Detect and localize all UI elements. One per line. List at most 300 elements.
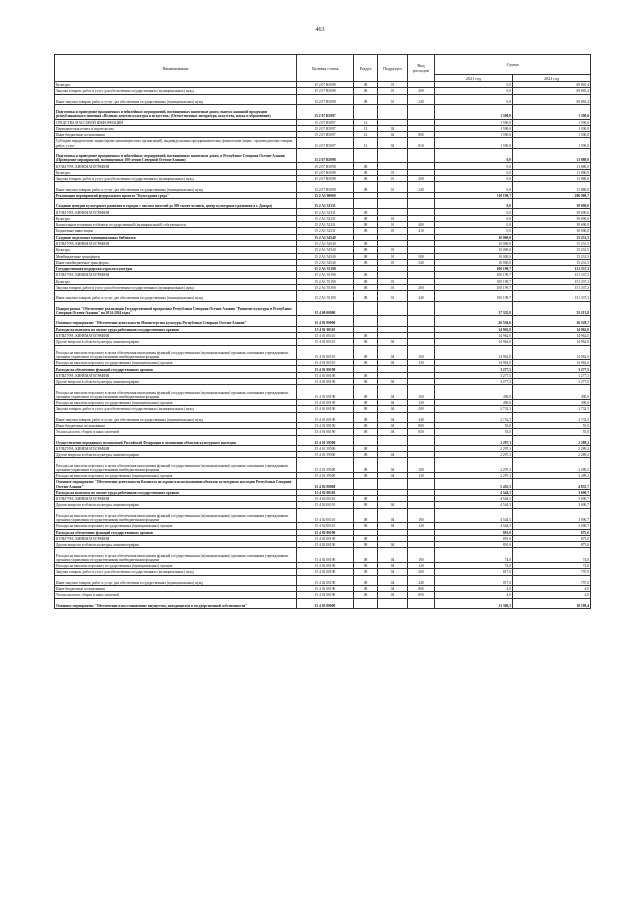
- cell-target-article: 15 2 07 R5097: [297, 104, 354, 119]
- cell-target-article: 15 4 02 00110: [297, 523, 354, 529]
- cell-target-article: 15 4 01 59500: [297, 445, 354, 451]
- cell-sum-2021: 100 199,7: [435, 291, 513, 301]
- cell-name: Иные закупки товаров, работ и услуг для обеспечения государственных (муниципальных) нужд: [55, 94, 297, 104]
- cell-sum-2021: 0,0: [435, 163, 513, 169]
- cell-name: Культура: [55, 82, 297, 88]
- cell-target-article: 15 2 A1 55190: [297, 266, 354, 272]
- cell-sum-2022: 151 337,2: [513, 278, 591, 284]
- cell-sum-2021: 0,0: [435, 148, 513, 163]
- cell-name: Расходы на выплаты персоналу государственных (муниципальных) органов: [55, 563, 297, 569]
- cell-subsection: 04: [378, 452, 408, 458]
- cell-target-article: 15 4 01 59500: [297, 473, 354, 479]
- header-subsection: Подраздел: [378, 55, 408, 82]
- cell-name: Иные закупки товаров, работ и услуг для обеспечения государственных (муниципальных) нужд: [55, 575, 297, 585]
- cell-name: Создание модельных муниципальных библиотек: [55, 234, 297, 240]
- cell-section: 08: [354, 399, 378, 405]
- cell-sum-2022: 3 690,7: [513, 489, 591, 495]
- header-year-2021: 2021 год: [435, 75, 513, 82]
- cell-section: 08: [354, 473, 378, 479]
- cell-target-article: 15 4 01 00110: [297, 345, 354, 360]
- cell-section: 08: [354, 247, 378, 253]
- cell-target-article: 15 4 02 00190: [297, 548, 354, 563]
- cell-sum-2022: 69 865,4: [513, 88, 591, 94]
- cell-name: Уплата налогов, сборов и иных платежей: [55, 592, 297, 598]
- cell-name: Закупка товаров, работ и услуг для обеспечения государственных (муниципальных) нужд: [55, 176, 297, 182]
- cell-sum-2022: 11 880,0: [513, 176, 591, 182]
- cell-sum-2022: 151 337,2: [513, 266, 591, 272]
- cell-section: 08: [354, 379, 378, 385]
- cell-sum-2021: 11 306,5: [435, 598, 513, 608]
- cell-sum-2022: 39 690,0: [513, 209, 591, 215]
- cell-name: Закупка товаров, работ и услуг для обеспечения государственных (муниципальных) нужд: [55, 88, 297, 94]
- cell-target-article: 15 4 01 00110: [297, 339, 354, 345]
- cell-sum-2021: 3 277,5: [435, 379, 513, 385]
- cell-section: [354, 301, 378, 316]
- table-row: [55, 176, 591, 182]
- cell-name: Основное мероприятие "Обеспечение деятельности Комитета по охране и использованию объектов культурного наследия Республики Северная Осетия-Алания": [55, 479, 297, 489]
- cell-target-article: 15 2 A1 54540: [297, 253, 354, 259]
- cell-sum-2022: 797,0: [513, 575, 591, 585]
- cell-sum-2021: 10 000,0: [435, 253, 513, 259]
- cell-name: Иные бюджетные ассигнования: [55, 422, 297, 428]
- cell-subsection: 04: [378, 345, 408, 360]
- cell-subsection: 01: [378, 259, 408, 265]
- cell-subsection: 04: [378, 523, 408, 529]
- cell-section: 12: [354, 119, 378, 125]
- cell-sum-2021: 0,0: [435, 94, 513, 104]
- cell-section: 08: [354, 332, 378, 338]
- cell-sum-2022: 1 590,0: [513, 119, 591, 125]
- header-name: Наименование: [55, 55, 297, 82]
- cell-subsection: 04: [378, 429, 408, 435]
- cell-expense-type: 240: [408, 94, 435, 104]
- header-target-article: Целевая статья: [297, 55, 354, 82]
- table-row: [55, 284, 591, 290]
- cell-expense-type: 120: [408, 523, 435, 529]
- cell-target-article: 15 2 A1 55190: [297, 272, 354, 278]
- table-row: [55, 88, 591, 94]
- cell-name: Расходы на выплаты персоналу государственных (муниципальных) органов: [55, 399, 297, 405]
- cell-section: 08: [354, 508, 378, 523]
- cell-name: Иные бюджетные ассигнования: [55, 132, 297, 138]
- cell-subsection: 01: [378, 253, 408, 259]
- cell-name: Расходы на обеспечение функций государственных органов: [55, 529, 297, 535]
- cell-sum-2022: 14 962,0: [513, 326, 591, 332]
- cell-target-article: 15 2 A1 52331: [297, 209, 354, 215]
- cell-section: 12: [354, 125, 378, 131]
- cell-sum-2021: 74,0: [435, 563, 513, 569]
- cell-target-article: 15 2 A1 52331: [297, 215, 354, 221]
- cell-sum-2022: 69 865,4: [513, 94, 591, 104]
- table-row: [55, 360, 591, 366]
- cell-subsection: [378, 104, 408, 119]
- cell-name: Периодическая печать и издательства: [55, 125, 297, 131]
- cell-sum-2022: 3 690,7: [513, 502, 591, 508]
- cell-expense-type: 410: [408, 228, 435, 234]
- cell-sum-2021: 10 000,0: [435, 240, 513, 246]
- cell-sum-2021: 10 000,0: [435, 247, 513, 253]
- cell-sum-2022: 39 690,0: [513, 228, 591, 234]
- cell-sum-2021: 2 297,3: [435, 458, 513, 473]
- cell-sum-2022: 15 231,5: [513, 247, 591, 253]
- cell-name: Другие вопросы в области культуры, кинематографии: [55, 452, 297, 458]
- cell-sum-2021: 2 297,3: [435, 445, 513, 451]
- cell-subsection: 04: [378, 458, 408, 473]
- cell-target-article: 15 4 02 00190: [297, 569, 354, 575]
- table-row: [55, 366, 591, 372]
- cell-subsection: 01: [378, 228, 408, 234]
- cell-name: Иные межбюджетные трансферты: [55, 259, 297, 265]
- table-row: [55, 542, 591, 548]
- cell-sum-2022: 15 231,5: [513, 259, 591, 265]
- cell-name: Расходы на выплаты персоналу государственных (муниципальных) органов: [55, 523, 297, 529]
- cell-target-article: 15 2 07 R5097: [297, 119, 354, 125]
- cell-sum-2022: 490,0: [513, 385, 591, 400]
- cell-sum-2022: 1 590,0: [513, 132, 591, 138]
- cell-section: 08: [354, 422, 378, 428]
- cell-section: 08: [354, 169, 378, 175]
- cell-sum-2022: 11 880,0: [513, 182, 591, 192]
- table-row: [55, 326, 591, 332]
- cell-section: 08: [354, 592, 378, 598]
- cell-expense-type: [408, 598, 435, 608]
- cell-target-article: 15 2 A1 54540: [297, 240, 354, 246]
- table-row: [55, 435, 591, 445]
- cell-sum-2022: 39 690,0: [513, 215, 591, 221]
- cell-sum-2021: 2 297,3: [435, 435, 513, 445]
- cell-target-article: 15 4 02 00190: [297, 563, 354, 569]
- cell-name: КУЛЬТУРА, КИНЕМАТОГРАФИЯ: [55, 372, 297, 378]
- cell-sum-2022: 206 908,7: [513, 192, 591, 198]
- cell-name: Другие вопросы в области культуры, кинематографии: [55, 379, 297, 385]
- cell-sum-2021: 14 962,0: [435, 345, 513, 360]
- table-row: [55, 473, 591, 479]
- cell-sum-2021: 10 000,0: [435, 259, 513, 265]
- cell-target-article: 15 2 07 R5098: [297, 148, 354, 163]
- cell-name: Расходы на выплаты персоналу в целях обеспечения выполнения функций государственными (муниципальными) органами, казенными учреждениями, органами управления государственными внебюджетными фондами: [55, 548, 297, 563]
- cell-target-article: 15 2 07 R5098: [297, 94, 354, 104]
- cell-target-article: 15 4 01 00110: [297, 326, 354, 332]
- cell-sum-2022: 55,0: [513, 422, 591, 428]
- cell-sum-2021: 891,0: [435, 529, 513, 535]
- cell-name: Расходы на выплаты персоналу государственных (муниципальных) органов: [55, 473, 297, 479]
- cell-target-article: 15 2 07 R5098: [297, 82, 354, 88]
- cell-subsection: 01: [378, 82, 408, 88]
- cell-sum-2022: 4,0: [513, 586, 591, 592]
- cell-expense-type: [408, 104, 435, 119]
- cell-target-article: 15 4 01 00000: [297, 316, 354, 326]
- cell-sum-2022: 490,0: [513, 399, 591, 405]
- cell-section: 08: [354, 209, 378, 215]
- cell-sum-2021: 100 199,7: [435, 272, 513, 278]
- cell-section: 12: [354, 138, 378, 148]
- cell-expense-type: 100: [408, 458, 435, 473]
- cell-target-article: 15 4 01 00190: [297, 422, 354, 428]
- cell-section: 08: [354, 575, 378, 585]
- cell-name: Субсидии юридическим лицам (кроме некоммерческих организаций), индивидуальным предпринимателям, физическим лицам - производителям товаров, работ, услуг: [55, 138, 297, 148]
- table-row: [55, 548, 591, 563]
- cell-sum-2021: 490,0: [435, 399, 513, 405]
- cell-section: [354, 104, 378, 119]
- cell-sum-2021: 100 199,7: [435, 284, 513, 290]
- table-row: [55, 291, 591, 301]
- cell-sum-2021: 817,0: [435, 569, 513, 575]
- cell-subsection: 01: [378, 278, 408, 284]
- cell-sum-2021: 0,0: [435, 182, 513, 192]
- cell-target-article: 15 4 02 00110: [297, 508, 354, 523]
- cell-subsection: 02: [378, 125, 408, 131]
- cell-target-article: 15 4 01 59500: [297, 452, 354, 458]
- table-row: [55, 222, 591, 228]
- cell-section: 08: [354, 452, 378, 458]
- cell-target-article: 15 2 07 R5097: [297, 132, 354, 138]
- cell-name: Расходы на выплаты персоналу в целях обеспечения выполнения функций государственными (муниципальными) органами, казенными учреждениями, органами управления государственными внебюджетными фондами: [55, 458, 297, 473]
- cell-target-article: 15 2 07 R5098: [297, 169, 354, 175]
- cell-subsection: 01: [378, 284, 408, 290]
- cell-section: 08: [354, 535, 378, 541]
- cell-name: Подготовка и проведение праздничных и юбилейных мероприятий, посвященных памятным датам, выпуск книжной продукции республиканского значения «Великие деятели культуры и искусства» (Отечественные литература, искусство, наука и образование): [55, 104, 297, 119]
- cell-expense-type: 240: [408, 182, 435, 192]
- table-row: [55, 406, 591, 412]
- cell-section: 08: [354, 176, 378, 182]
- cell-section: 08: [354, 458, 378, 473]
- cell-sum-2021: 0,0: [435, 199, 513, 209]
- cell-section: 08: [354, 542, 378, 548]
- cell-sum-2022: 1 590,0: [513, 125, 591, 131]
- table-row: [55, 379, 591, 385]
- cell-subsection: 04: [378, 473, 408, 479]
- cell-subsection: 04: [378, 592, 408, 598]
- cell-expense-type: 100: [408, 385, 435, 400]
- cell-sum-2021: 0,0: [435, 215, 513, 221]
- cell-sum-2021: 0,0: [435, 169, 513, 175]
- table-row: [55, 138, 591, 148]
- cell-name: Расходы на обеспечение функций государственных органов: [55, 366, 297, 372]
- cell-sum-2022: 1 590,0: [513, 104, 591, 119]
- cell-sum-2022: 4,0: [513, 592, 591, 598]
- cell-expense-type: [408, 435, 435, 445]
- cell-sum-2021: 2 297,3: [435, 473, 513, 479]
- cell-expense-type: 800: [408, 422, 435, 428]
- cell-target-article: 15 2 07 R5098: [297, 176, 354, 182]
- cell-name: Другие вопросы в области культуры, кинематографии: [55, 339, 297, 345]
- cell-expense-type: 400: [408, 222, 435, 228]
- table-body: [55, 82, 591, 609]
- cell-sum-2022: 14 962,0: [513, 345, 591, 360]
- cell-section: 08: [354, 445, 378, 451]
- cell-name: Расходы на выплаты по оплате труда работников государственных органов: [55, 489, 297, 495]
- cell-sum-2021: 4 544,5: [435, 502, 513, 508]
- cell-target-article: 15 4 02 00000: [297, 479, 354, 489]
- cell-subsection: [378, 148, 408, 163]
- cell-subsection: 01: [378, 88, 408, 94]
- cell-name: Межбюджетные трансферты: [55, 253, 297, 259]
- cell-subsection: 02: [378, 132, 408, 138]
- cell-sum-2022: 2 289,2: [513, 445, 591, 451]
- cell-section: 08: [354, 82, 378, 88]
- cell-sum-2021: 37 335,8: [435, 301, 513, 316]
- cell-name: Создание центров культурного развития в городах с числом жителей до 300 тысяч человек, центр культурного развития в г. Дигора): [55, 199, 297, 209]
- cell-target-article: 15 2 07 R5097: [297, 125, 354, 131]
- cell-sum-2022: 10 199,4: [513, 598, 591, 608]
- cell-sum-2021: 891,0: [435, 542, 513, 548]
- cell-name: Расходы на выплаты персоналу в целях обеспечения выполнения функций государственными (муниципальными) органами, казенными учреждениями, органами управления государственными внебюджетными фондами: [55, 508, 297, 523]
- budget-table: [54, 54, 591, 609]
- table-row: [55, 182, 591, 192]
- cell-target-article: 15 4 01 00110: [297, 332, 354, 338]
- cell-subsection: 04: [378, 339, 408, 345]
- cell-expense-type: 240: [408, 575, 435, 585]
- cell-section: 08: [354, 569, 378, 575]
- cell-sum-2021: 0,0: [435, 88, 513, 94]
- cell-sum-2021: 4,0: [435, 586, 513, 592]
- cell-name: Другие вопросы в области культуры, кинематографии: [55, 502, 297, 508]
- cell-expense-type: 200: [408, 569, 435, 575]
- cell-sum-2022: 2 732,5: [513, 412, 591, 422]
- cell-target-article: 15 4 02 00190: [297, 592, 354, 598]
- cell-name: Расходы на выплаты персоналу в целях обеспечения выполнения функций государственными (муниципальными) органами, казенными учреждениями, органами управления государственными внебюджетными фондами: [55, 385, 297, 400]
- cell-section: 08: [354, 240, 378, 246]
- cell-subsection: 04: [378, 406, 408, 412]
- cell-target-article: 15 4 01 00190: [297, 366, 354, 372]
- cell-sum-2022: 2 289,2: [513, 452, 591, 458]
- cell-sum-2022: 2 289,2: [513, 458, 591, 473]
- cell-subsection: 04: [378, 575, 408, 585]
- cell-expense-type: 240: [408, 412, 435, 422]
- cell-sum-2021: 5 435,5: [435, 479, 513, 489]
- cell-sum-2022: 15 231,5: [513, 234, 591, 240]
- cell-sum-2022: 151 337,2: [513, 284, 591, 290]
- cell-expense-type: 850: [408, 429, 435, 435]
- cell-sum-2022: 74,0: [513, 563, 591, 569]
- cell-section: 08: [354, 163, 378, 169]
- cell-subsection: 04: [378, 422, 408, 428]
- cell-name: Основное мероприятие "Обеспечение и восстановление имущества, находящегося в государственной собственности": [55, 598, 297, 608]
- cell-target-article: 15 2 07 R5098: [297, 182, 354, 192]
- cell-subsection: 01: [378, 182, 408, 192]
- cell-name: КУЛЬТУРА, КИНЕМАТОГРАФИЯ: [55, 445, 297, 451]
- header-year-2022: 2022 год: [513, 75, 591, 82]
- cell-subsection: 01: [378, 94, 408, 104]
- cell-sum-2021: 891,0: [435, 535, 513, 541]
- table-row: [55, 523, 591, 529]
- cell-name: Уплата налогов, сборов и иных платежей: [55, 429, 297, 435]
- table-row: [55, 575, 591, 585]
- cell-sum-2022: 11 880,0: [513, 169, 591, 175]
- cell-target-article: 15 4 02 00190: [297, 586, 354, 592]
- cell-target-article: 15 4 03 00000: [297, 598, 354, 608]
- cell-sum-2022: 69 865,4: [513, 82, 591, 88]
- cell-sum-2022: 2 289,2: [513, 473, 591, 479]
- cell-sum-2022: 14 962,0: [513, 360, 591, 366]
- cell-sum-2022: 3 277,5: [513, 366, 591, 372]
- cell-name: Иные закупки товаров, работ и услуг для обеспечения государственных (муниципальных) нужд: [55, 182, 297, 192]
- cell-target-article: 15 4 01 00190: [297, 399, 354, 405]
- table-row: [55, 508, 591, 523]
- cell-section: 08: [354, 548, 378, 563]
- cell-section: 08: [354, 345, 378, 360]
- table-row: [55, 563, 591, 569]
- cell-expense-type: [408, 199, 435, 209]
- cell-sum-2021: 0,0: [435, 176, 513, 182]
- cell-target-article: 15 4 01 00190: [297, 429, 354, 435]
- cell-name: Реализация мероприятий федерального проекта "Культурная среда": [55, 192, 297, 198]
- cell-section: 08: [354, 222, 378, 228]
- cell-subsection: 04: [378, 399, 408, 405]
- cell-subsection: [378, 435, 408, 445]
- cell-sum-2021: 14 962,0: [435, 339, 513, 345]
- cell-section: [354, 199, 378, 209]
- table-row: [55, 452, 591, 458]
- table-row: [55, 234, 591, 240]
- cell-section: [354, 148, 378, 163]
- cell-sum-2022: 3 277,5: [513, 372, 591, 378]
- cell-name: Основное мероприятие "Обеспечение деятельности Министерства культуры Республики Северная Осетия-Алания": [55, 316, 297, 326]
- cell-target-article: 15 2 A1 55190: [297, 278, 354, 284]
- cell-sum-2022: 14 962,0: [513, 339, 591, 345]
- table-row: [55, 301, 591, 316]
- table-row: [55, 489, 591, 495]
- cell-section: 08: [354, 412, 378, 422]
- cell-target-article: 15 2 A1 54540: [297, 247, 354, 253]
- cell-expense-type: 540: [408, 259, 435, 265]
- cell-target-article: 15 4 02 00110: [297, 489, 354, 495]
- cell-sum-2021: 1 590,0: [435, 104, 513, 119]
- cell-sum-2021: 4 544,5: [435, 508, 513, 523]
- cell-name: Закупка товаров, работ и услуг для обеспечения государственных (муниципальных) нужд: [55, 284, 297, 290]
- cell-sum-2021: 490,0: [435, 385, 513, 400]
- cell-target-article: 15 2 A1 00000: [297, 192, 354, 198]
- cell-expense-type: 240: [408, 291, 435, 301]
- cell-expense-type: 800: [408, 586, 435, 592]
- cell-name: Государственная поддержка отрасли культуры: [55, 266, 297, 272]
- cell-sum-2022: 3 690,7: [513, 523, 591, 529]
- cell-name: Другие вопросы в области культуры, кинематографии: [55, 542, 297, 548]
- cell-sum-2021: 2 732,5: [435, 412, 513, 422]
- cell-section: 08: [354, 523, 378, 529]
- cell-expense-type: 800: [408, 132, 435, 138]
- cell-section: 08: [354, 215, 378, 221]
- cell-sum-2021: 100 199,7: [435, 266, 513, 272]
- cell-sum-2021: 4 544,5: [435, 523, 513, 529]
- cell-expense-type: 100: [408, 345, 435, 360]
- cell-section: 08: [354, 88, 378, 94]
- cell-subsection: [378, 199, 408, 209]
- cell-target-article: 15 2 A1 54540: [297, 234, 354, 240]
- cell-section: 08: [354, 502, 378, 508]
- cell-target-article: 15 2 07 R5098: [297, 163, 354, 169]
- cell-sum-2022: 11 880,0: [513, 163, 591, 169]
- cell-sum-2022: 875,0: [513, 535, 591, 541]
- cell-subsection: 04: [378, 385, 408, 400]
- cell-sum-2022: 2 289,2: [513, 435, 591, 445]
- table-row: [55, 339, 591, 345]
- cell-sum-2021: 14 962,0: [435, 360, 513, 366]
- cell-subsection: [378, 301, 408, 316]
- cell-sum-2022: 875,0: [513, 529, 591, 535]
- cell-sum-2022: 3 690,7: [513, 508, 591, 523]
- cell-sum-2021: 14 962,0: [435, 332, 513, 338]
- cell-sum-2022: 74,0: [513, 548, 591, 563]
- table-row: [55, 399, 591, 405]
- cell-section: 08: [354, 259, 378, 265]
- cell-expense-type: [408, 148, 435, 163]
- cell-target-article: 15 4 01 00110: [297, 360, 354, 366]
- cell-sum-2022: 4 835,7: [513, 479, 591, 489]
- cell-target-article: 15 2 A1 52331: [297, 199, 354, 209]
- cell-sum-2021: 55,0: [435, 429, 513, 435]
- cell-target-article: 15 4 02 00190: [297, 542, 354, 548]
